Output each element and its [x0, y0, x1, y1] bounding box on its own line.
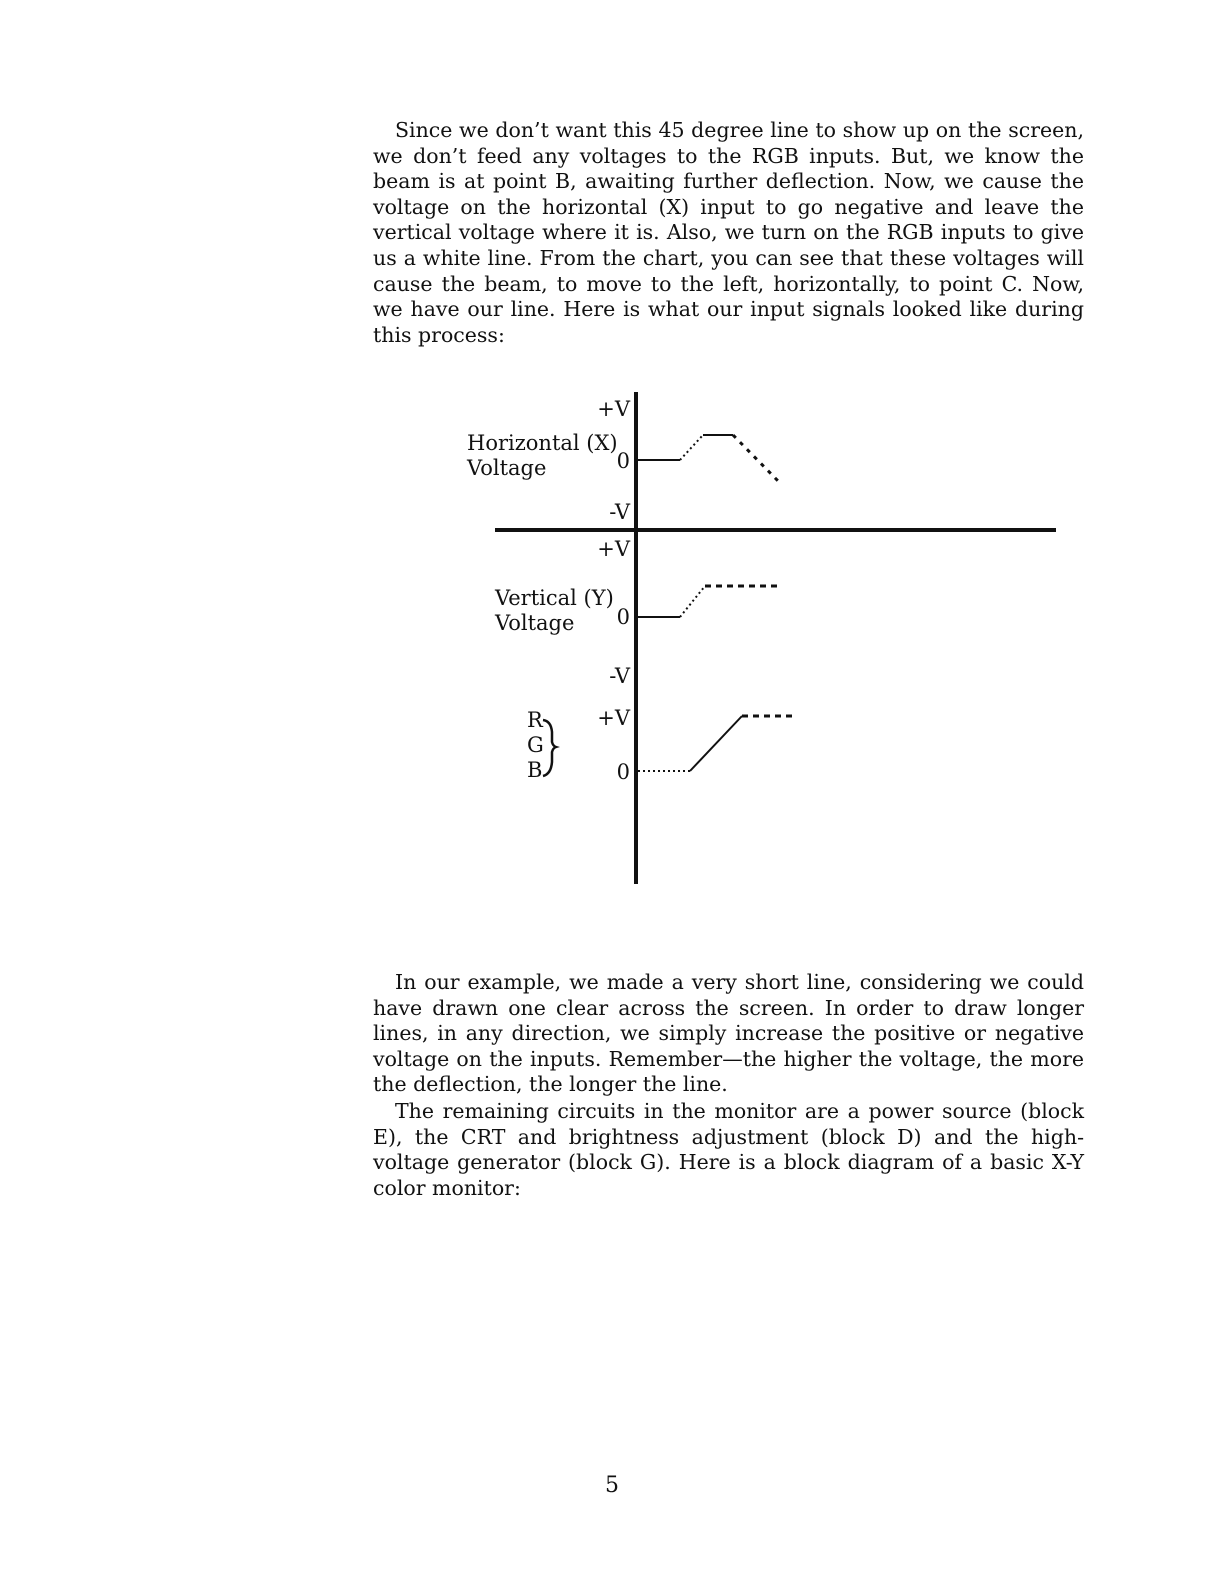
r-label: R [527, 708, 543, 732]
x-signal-trace [638, 435, 780, 483]
x-axis-label-line2: Voltage [467, 456, 547, 480]
y-minus-v-label: -V [609, 664, 630, 688]
x-axis-label: Horizontal (X) [467, 431, 618, 455]
y-signal-trace [638, 586, 782, 617]
x-plus-v-label: +V [597, 397, 630, 421]
y-zero-label: 0 [616, 605, 630, 629]
rgb-brace-icon [543, 720, 556, 776]
g-label: G [527, 733, 544, 757]
rgb-zero-label: 0 [616, 760, 630, 784]
y-axis-label: Vertical (Y) [495, 586, 614, 610]
x-minus-v-label: -V [609, 500, 630, 524]
paragraph-intro: Since we don’t want this 45 degree line to show up on the screen, we don’t feed any voltages to the RGB inputs. But, we know the beam is at point B, awaiting further deflection. Now, we cause the voltage on the horizontal (X) input to go negative and leave the vertical voltage where it is. Also, we turn on the RGB inputs to give us a white line. From the chart, you can see that these voltages will cause the beam, to move to the left, horizontally, to point C. Now, we have our line. Here is what our input signals looked like during this process: [373, 118, 1084, 347]
page-number: 5 [605, 1473, 619, 1498]
y-plus-v-label: +V [597, 537, 630, 561]
paragraph-example: In our example, we made a very short line, considering we could have drawn one clear across the screen. In order to draw longer lines, in any direction, we simply increase the positive or negative voltage on the inputs. Remember—the higher the voltage, the more the deflection, the longer the line. [373, 970, 1084, 1097]
x-zero-label: 0 [616, 449, 630, 473]
paragraph-circuits: The remaining circuits in the monitor are a power source (block E), the CRT and brightness adjustment (block D) and the high-voltage generator (block G). Here is a block diagram of a basic X-Y color monitor: [373, 1099, 1084, 1200]
y-axis-label-line2: Voltage [495, 611, 575, 635]
b-label: B [527, 758, 543, 782]
rgb-plus-v-label: +V [597, 706, 630, 730]
rgb-signal-trace [638, 716, 792, 771]
